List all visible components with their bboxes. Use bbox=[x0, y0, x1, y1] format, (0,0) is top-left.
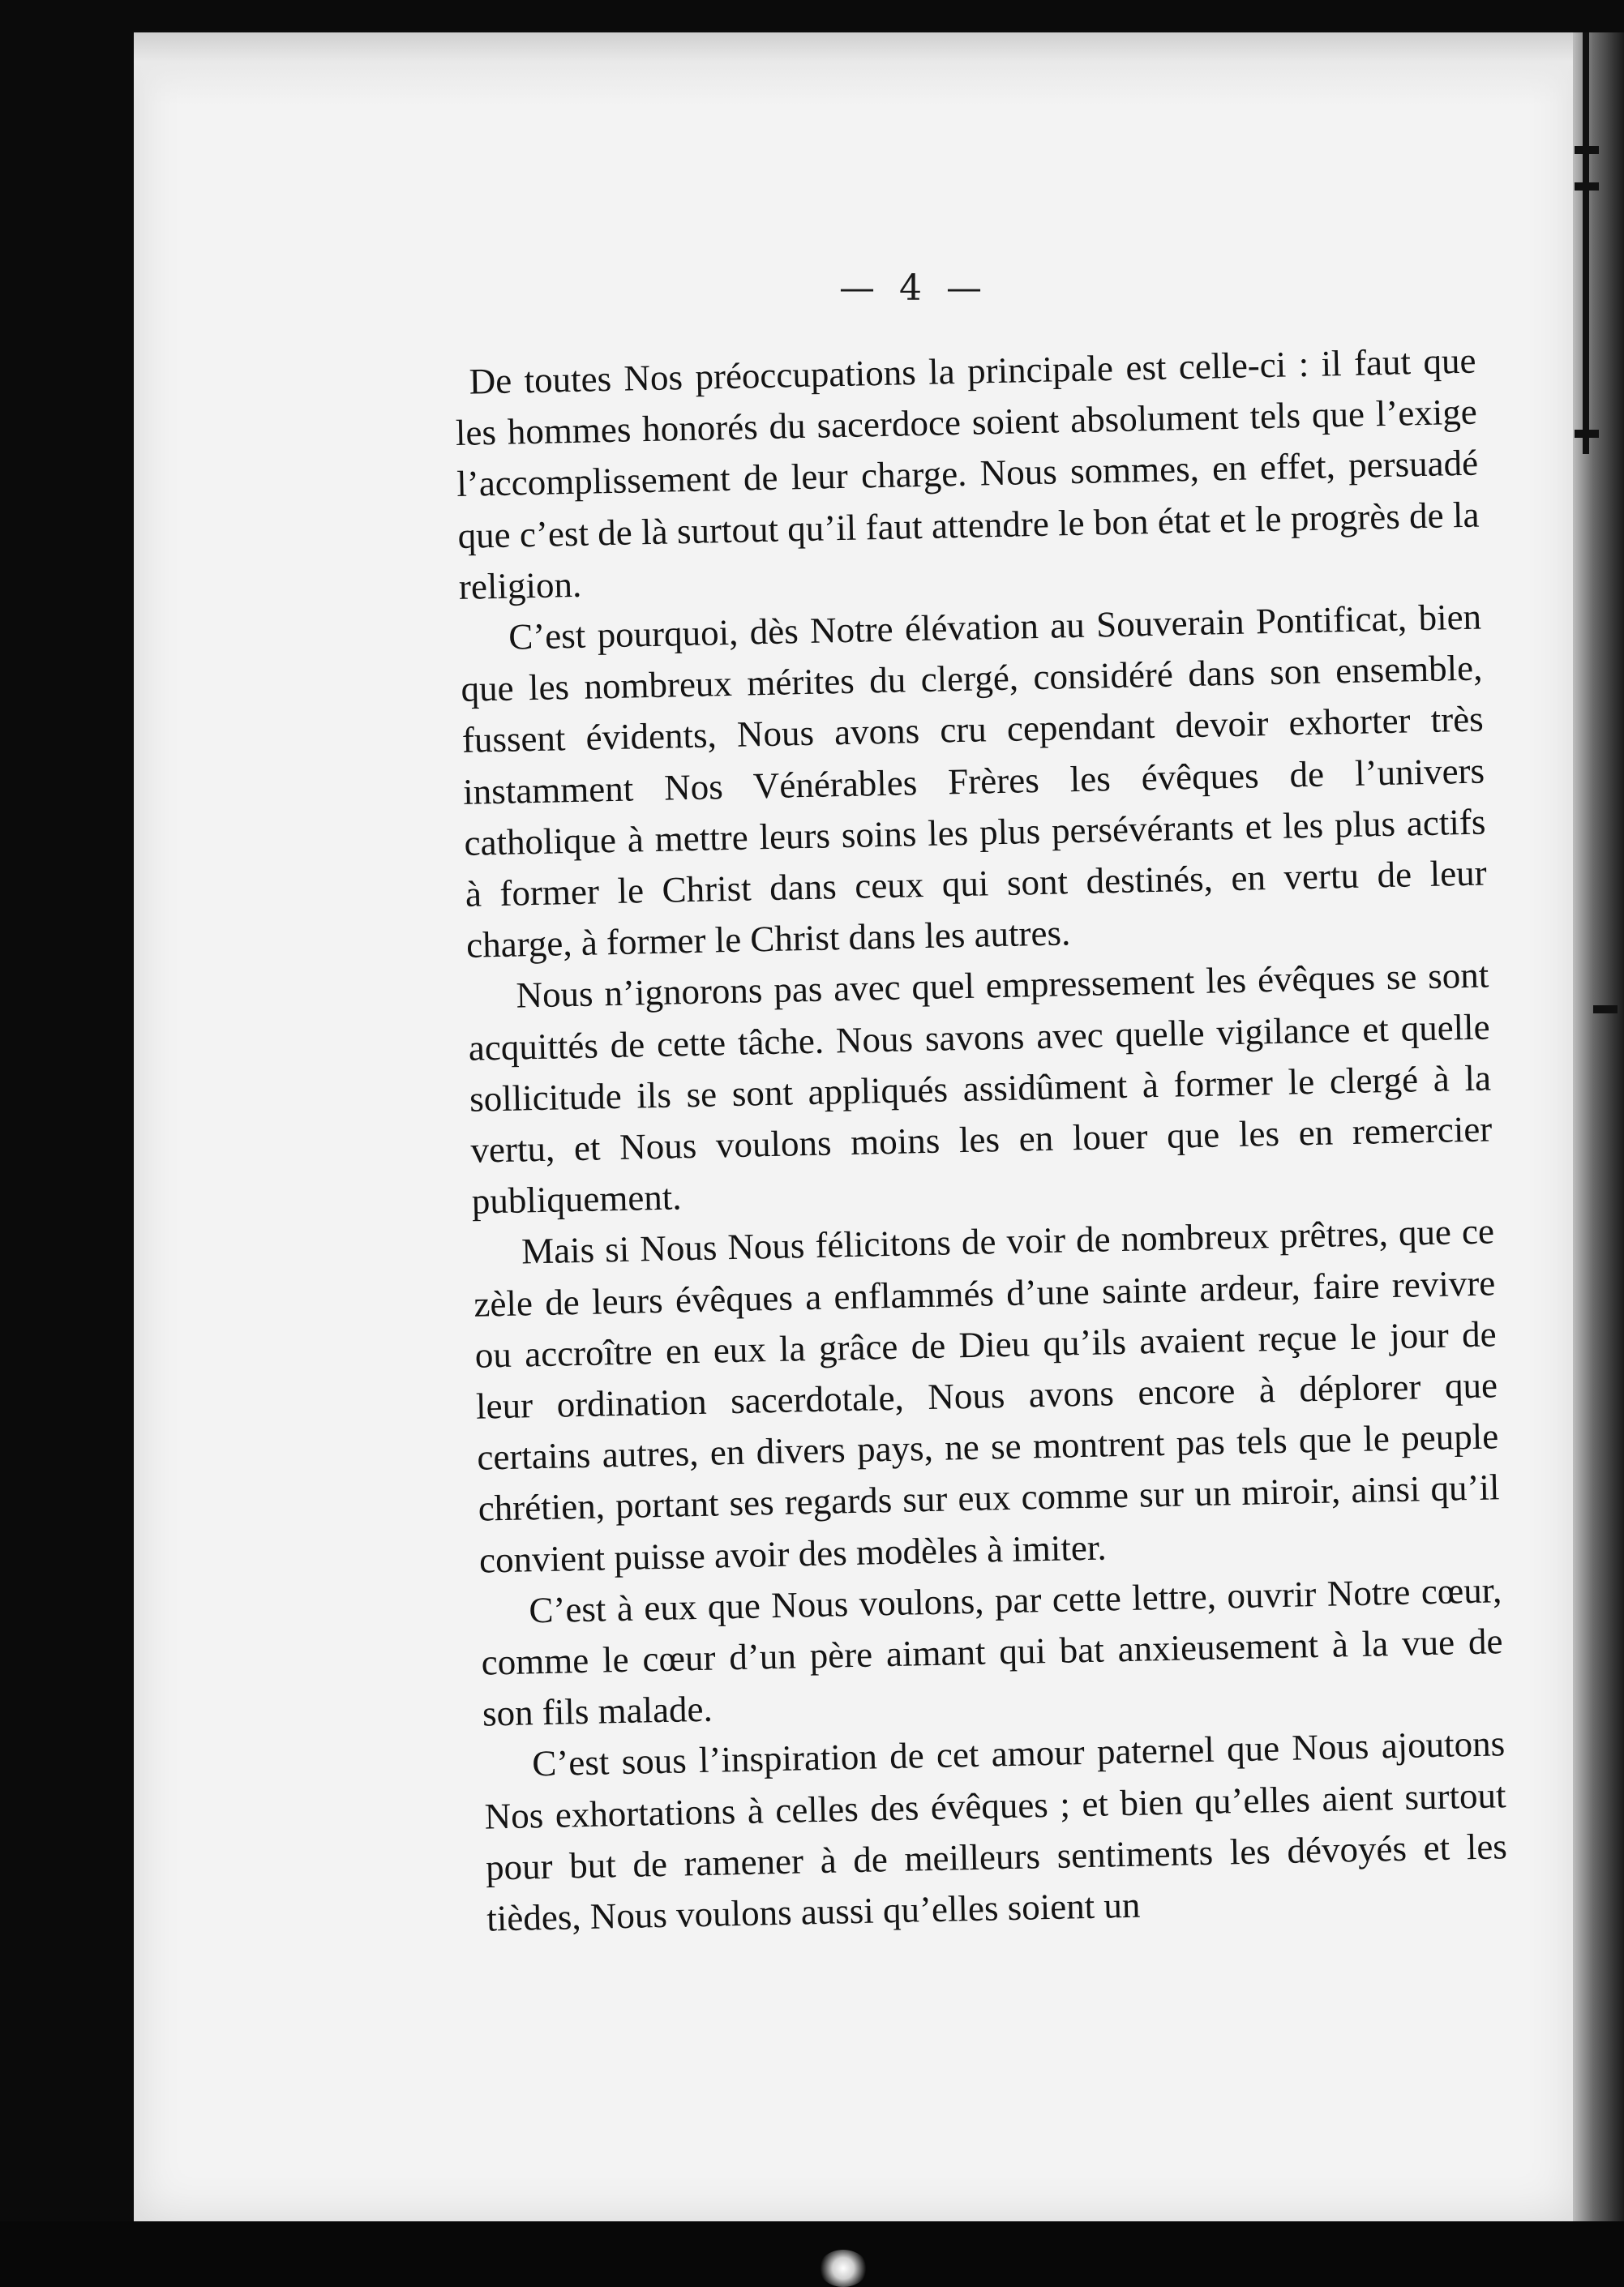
paragraph: C’est pourquoi, dès Notre élévation au Souverain Pontificat, bien que les nombreux mérites du clergé, considéré dans son ensemble, fussent évidents, Nous avons cru cependant devoir exhorter très instamment Nos Vénérables Frères les évêques de l’univers catholique à mettre leurs soins les plus persévérants et les plus actifs à former le Christ dans ceux qui sont destinés, en vertu de leur charge, à former le Christ dans les autres. bbox=[461, 596, 1488, 966]
scan-bottom-margin bbox=[0, 2221, 1624, 2287]
binding-stitch bbox=[1593, 1005, 1618, 1013]
binding-stitch bbox=[1575, 146, 1599, 154]
paragraph: Nous n’ignorons pas avec quel empressement les évêques se sont acquittés de cette tâche. Nous savons avec quelle vigilance et quelle sollicitude ils se sont appliqués assidûment à former le clergé à la vertu, et Nous voulons moins les en louer que les en remercier publiquement. bbox=[468, 954, 1493, 1223]
scan-glare bbox=[819, 2250, 868, 2287]
binding-stitch bbox=[1575, 430, 1599, 438]
paper-top-edge bbox=[134, 32, 1577, 105]
binding-stitch bbox=[1575, 182, 1599, 191]
paper-right-edge bbox=[1573, 32, 1624, 2221]
paragraph: C’est sous l’inspiration de cet amour paternel que Nous ajoutons Nos exhortations à celles des évêques ; et bien qu’elles aient surtout pour but de ramener à de meilleurs sentiments les dévoyés et les tièdes, Nous voulons aussi qu’elles soient un bbox=[484, 1723, 1508, 1939]
paragraph: De toutes Nos préoccupations la principale est celle-ci : il faut que les hommes honorés du sacerdoce soient absolument tels que l’exige l’accomplissement de leur charge. Nous sommes, en effet, persuadé que c’est de là surtout qu’il faut attendre le bon état et le progrès de la religion. bbox=[455, 340, 1480, 607]
body-text bbox=[454, 336, 1509, 1945]
paragraph: C’est à eux que Nous voulons, par cette lettre, ouvrir Notre cœur, comme le cœur d’un père aimant qui bat anxieusement à la vue de son fils malade. bbox=[481, 1570, 1503, 1734]
binding-thread bbox=[1583, 32, 1589, 454]
page-number: — 4 — bbox=[839, 268, 988, 309]
paragraph: Mais si Nous Nous félicitons de voir de nombreux prêtres, que ce zèle de leurs évêques a enflammés d’une sainte ardeur, faire revivre ou accroître en eux la grâce de Dieu qu’ils avaient reçue le jour de leur ordination sacerdotale, Nous avons encore à déplorer que certains autres, en divers pays, ne se montrent pas tels que le peuple chrétien, portant ses regards sur eux comme sur un miroir, ainsi qu’il convient puisse avoir des modèles à imiter. bbox=[473, 1210, 1501, 1581]
